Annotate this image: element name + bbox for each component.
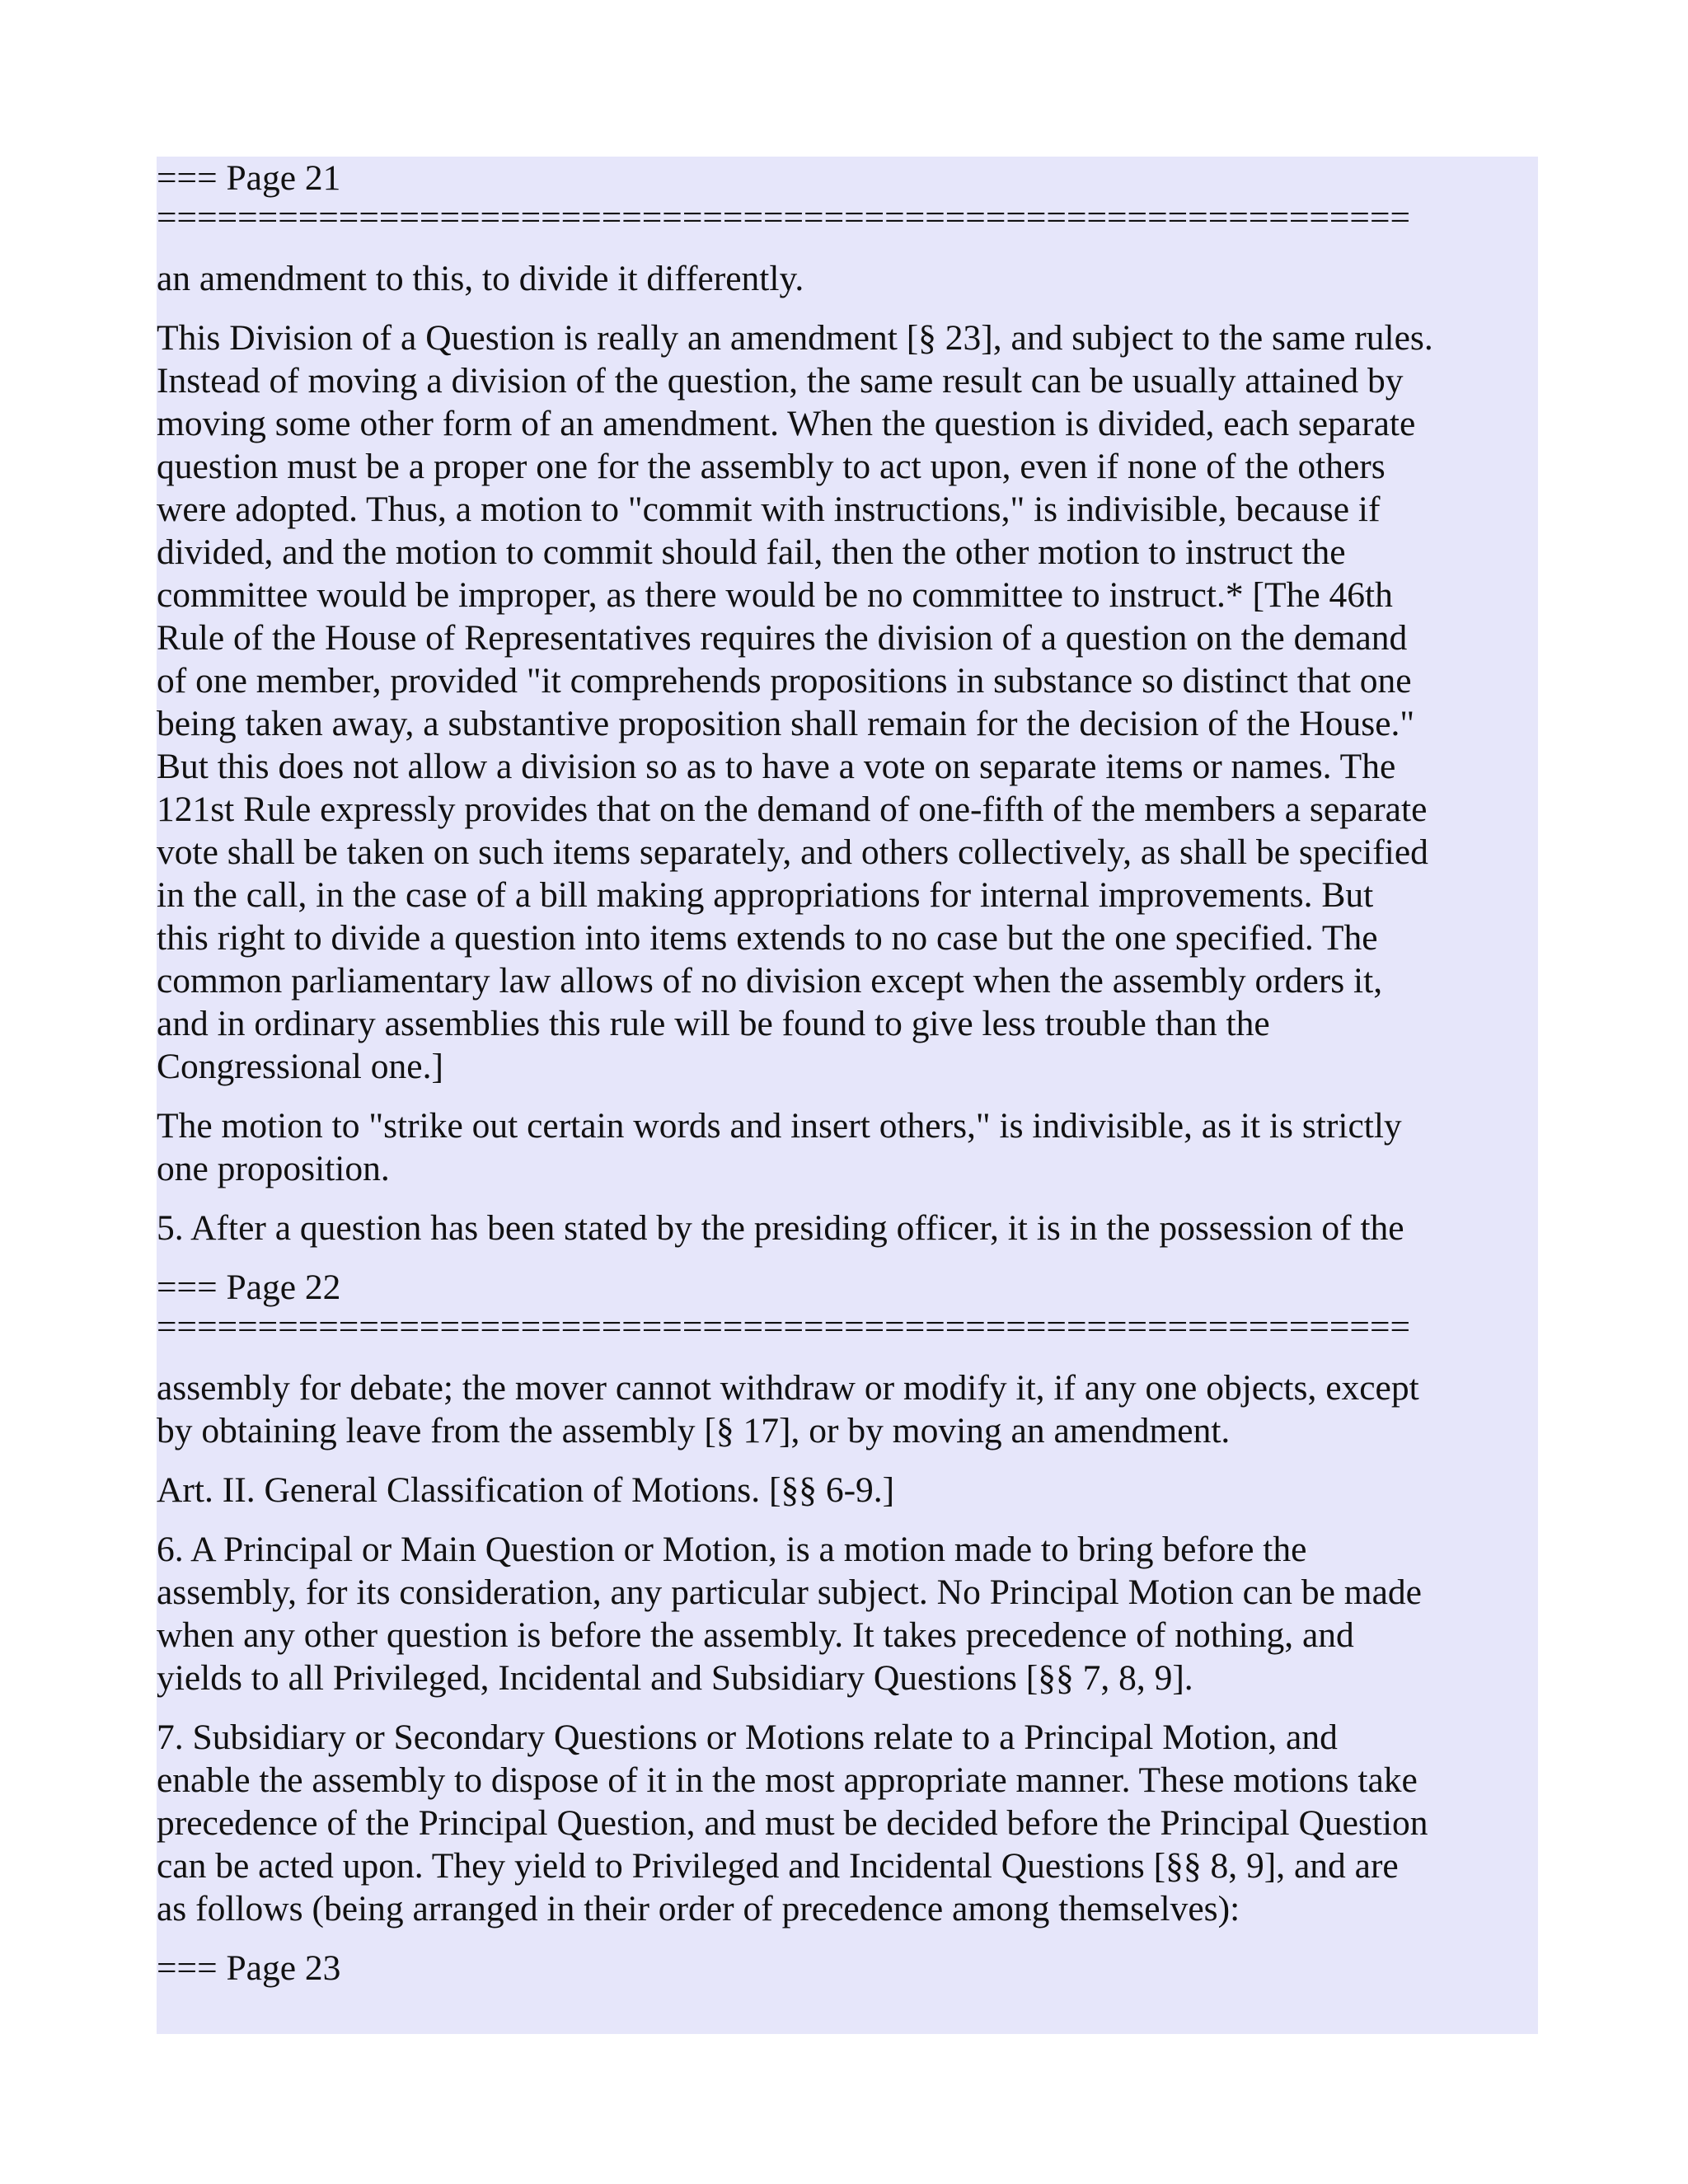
- text-line: moving some other form of an amendment. When the question is divided, each separate: [157, 404, 1416, 443]
- text-line: precedence of the Principal Question, and must be decided before the Principal Question: [157, 1803, 1428, 1843]
- text-line: this right to divide a question into items extends to no case but the one specified. The: [157, 918, 1378, 958]
- text-line: when any other question is before the assembly. It takes precedence of nothing, and: [157, 1615, 1354, 1655]
- paragraph: [157, 1104, 1538, 1190]
- paragraph: [157, 316, 1538, 1088]
- text-line: Rule of the House of Representatives requires the division of a question on the demand: [157, 618, 1408, 658]
- text-line: divided, and the motion to commit should fail, then the other motion to instruct the: [157, 532, 1346, 572]
- text-line: in the call, in the case of a bill making appropriations for internal improvements. But: [157, 875, 1374, 915]
- text-line: 7. Subsidiary or Secondary Questions or Motions relate to a Principal Motion, and: [157, 1718, 1338, 1757]
- text-line: 5. After a question has been stated by the presiding officer, it is in the possession of the: [157, 1208, 1404, 1248]
- text-line: 6. A Principal or Main Question or Motion, is a motion made to bring before the: [157, 1530, 1307, 1569]
- text-line: Instead of moving a division of the question, the same result can be usually attained by: [157, 361, 1404, 401]
- paragraph: [157, 1207, 1538, 1249]
- text-line: common parliamentary law allows of no division except when the assembly orders it,: [157, 961, 1383, 1001]
- text-line: assembly, for its consideration, any particular subject. No Principal Motion can be made: [157, 1572, 1422, 1612]
- paragraph: [157, 1716, 1538, 1930]
- paragraph: [157, 257, 1538, 300]
- text-line: 121st Rule expressly provides that on the demand of one-fifth of the members a separate: [157, 790, 1428, 829]
- text-line: But this does not allow a division so as to have a vote on separate items or names. The: [157, 747, 1396, 786]
- text-line: by obtaining leave from the assembly [§ 17], or by moving an amendment.: [157, 1411, 1231, 1451]
- text-line: and in ordinary assemblies this rule will be found to give less trouble than the: [157, 1004, 1270, 1043]
- section-heading: [157, 1469, 1538, 1511]
- text-line: as follows (being arranged in their order of precedence among themselves):: [157, 1889, 1240, 1929]
- text-line: yields to all Privileged, Incidental and Subsidiary Questions [§§ 7, 8, 9].: [157, 1658, 1193, 1698]
- text-line: question must be a proper one for the assembly to act upon, even if none of the others: [157, 447, 1386, 486]
- text-line: an amendment to this, to divide it differently.: [157, 259, 804, 298]
- text-line: Congressional one.]: [157, 1047, 443, 1086]
- text-line: vote shall be taken on such items separately, and others collectively, as shall be specified: [157, 832, 1428, 872]
- text-line: This Division of a Question is really an amendment [§ 23], and subject to the same rules.: [157, 318, 1433, 358]
- text-line: one proposition.: [157, 1149, 390, 1188]
- text-line: The motion to "strike out certain words and insert others," is indivisible, as it is strictly: [157, 1106, 1402, 1146]
- page-marker-23: === Page 23: [157, 1948, 341, 1988]
- text-line: being taken away, a substantive proposition shall remain for the decision of the House.": [157, 704, 1415, 743]
- document-page: [157, 157, 1538, 2034]
- text-line: assembly for debate; the mover cannot withdraw or modify it, if any one objects, except: [157, 1368, 1419, 1408]
- text-line: enable the assembly to dispose of it in the most appropriate manner. These motions take: [157, 1760, 1418, 1800]
- text-line: committee would be improper, as there would be no committee to instruct.* [The 46th: [157, 575, 1393, 615]
- text-line: Art. II. General Classification of Motions. [§§ 6-9.]: [157, 1470, 895, 1510]
- page-rule: ==============================================================: [157, 199, 1411, 236]
- paragraph: [157, 1528, 1538, 1699]
- text-line: were adopted. Thus, a motion to "commit with instructions," is indivisible, because if: [157, 490, 1381, 529]
- page-marker-21: === Page 21: [157, 158, 341, 198]
- page-rule: ==============================================================: [157, 1309, 1411, 1345]
- paragraph: [157, 1366, 1538, 1452]
- text-line: of one member, provided "it comprehends propositions in substance so distinct that one: [157, 661, 1412, 701]
- page-marker-22: === Page 22: [157, 1268, 341, 1307]
- text-line: can be acted upon. They yield to Privileged and Incidental Questions [§§ 8, 9], and are: [157, 1846, 1399, 1886]
